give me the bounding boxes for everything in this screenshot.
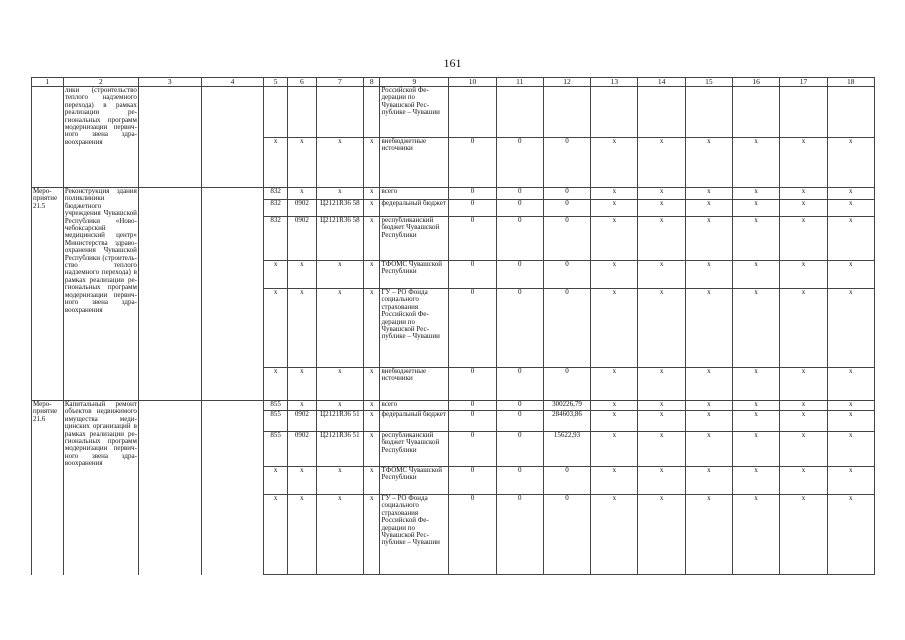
table-cell bbox=[138, 188, 201, 401]
page-number: 161 bbox=[443, 56, 462, 70]
table-cell: х bbox=[827, 368, 874, 401]
table-cell: х bbox=[827, 289, 874, 368]
table-cell: х bbox=[591, 467, 638, 495]
table-cell: 0 bbox=[496, 261, 543, 289]
table-cell: х bbox=[591, 432, 638, 467]
table-cell: х bbox=[591, 188, 638, 200]
table-cell: х bbox=[780, 411, 827, 432]
table-cell: 0 bbox=[496, 411, 543, 432]
table-cell bbox=[364, 87, 380, 138]
table-cell: 0 bbox=[496, 289, 543, 368]
column-header: 15 bbox=[685, 78, 732, 87]
table-cell: х bbox=[827, 217, 874, 261]
table-cell: 0 bbox=[496, 138, 543, 188]
table-cell: х bbox=[364, 289, 380, 368]
table-cell: 855 bbox=[264, 432, 288, 467]
table-cell: 284603,86 bbox=[543, 411, 590, 432]
column-header: 8 bbox=[364, 78, 380, 87]
table-cell: Российской Федерации по Чувашской Республике – Чувашии bbox=[380, 87, 449, 138]
table-cell: х bbox=[364, 411, 380, 432]
table-cell bbox=[638, 87, 685, 138]
table-cell: х bbox=[685, 432, 732, 467]
table-cell: х bbox=[287, 495, 316, 575]
table-cell bbox=[138, 87, 201, 188]
table-cell: х bbox=[685, 188, 732, 200]
table-cell: х bbox=[685, 467, 732, 495]
table-cell: х bbox=[364, 138, 380, 188]
table-cell bbox=[496, 87, 543, 138]
table-cell: 0 bbox=[496, 401, 543, 411]
table-cell: х bbox=[316, 261, 363, 289]
table-cell: х bbox=[733, 261, 780, 289]
table-cell: х bbox=[287, 368, 316, 401]
table-cell: ГУ – РО Фонда социального страхования Российской Федерации по Чувашской Республике – Чувашии bbox=[380, 289, 449, 368]
table-cell: ТФОМС Чувашской Республики bbox=[380, 261, 449, 289]
table-cell: х bbox=[287, 188, 316, 200]
table-cell: 0 bbox=[449, 495, 496, 575]
table-cell: х bbox=[364, 467, 380, 495]
table-cell: всего bbox=[380, 188, 449, 200]
table-cell: х bbox=[264, 495, 288, 575]
table-cell: х bbox=[780, 432, 827, 467]
table-cell: х bbox=[364, 401, 380, 411]
table-cell: республиканский бюджет Чувашской Республики bbox=[380, 432, 449, 467]
table-cell: лики (строительство теплого надземного перехода) в рамках реализации региональных программ модернизации первичного звена здравоохранения bbox=[63, 87, 138, 188]
table-cell: х bbox=[264, 467, 288, 495]
table-cell: х bbox=[591, 261, 638, 289]
table-cell: х bbox=[591, 368, 638, 401]
table-cell: х bbox=[638, 289, 685, 368]
table-cell: 0 bbox=[449, 289, 496, 368]
table-cell: 0 bbox=[496, 188, 543, 200]
table-cell: х bbox=[591, 411, 638, 432]
table-cell: 0 bbox=[449, 261, 496, 289]
table-cell bbox=[827, 87, 874, 138]
table-cell: внебюджетные источники bbox=[380, 368, 449, 401]
table-cell: х bbox=[733, 368, 780, 401]
header-row bbox=[32, 78, 875, 87]
table-cell: х bbox=[638, 261, 685, 289]
table-cell: х bbox=[364, 188, 380, 200]
table-cell: х bbox=[685, 217, 732, 261]
table-cell bbox=[780, 87, 827, 138]
table-cell: 0902 bbox=[287, 411, 316, 432]
table-cell: х bbox=[827, 138, 874, 188]
table-cell: х bbox=[780, 261, 827, 289]
table-cell: х bbox=[591, 200, 638, 217]
table-cell: х bbox=[364, 432, 380, 467]
table-cell: 0 bbox=[543, 289, 590, 368]
table-cell: х bbox=[591, 289, 638, 368]
table-cell: 0 bbox=[449, 138, 496, 188]
table-cell bbox=[201, 188, 264, 401]
table-cell: х bbox=[780, 495, 827, 575]
table-cell: 0 bbox=[496, 200, 543, 217]
table-cell: х bbox=[780, 467, 827, 495]
column-header: 11 bbox=[496, 78, 543, 87]
table-cell: х bbox=[827, 188, 874, 200]
table-cell: х bbox=[780, 217, 827, 261]
table-cell: х bbox=[638, 467, 685, 495]
column-header: 1 bbox=[32, 78, 64, 87]
table-cell: х bbox=[827, 467, 874, 495]
table-cell: 0902 bbox=[287, 217, 316, 261]
column-header: 12 bbox=[543, 78, 590, 87]
table-cell: 0 bbox=[449, 200, 496, 217]
table-cell: 0 bbox=[496, 495, 543, 575]
table-cell: всего bbox=[380, 401, 449, 411]
table-cell: х bbox=[827, 200, 874, 217]
table-cell: 0 bbox=[449, 188, 496, 200]
table-cell: 0 bbox=[543, 217, 590, 261]
table-cell: Капитальный ремонт объектов недвижимого имущества медицинских организаций в рамках реализации региональных программ модернизации первичного звена здравоохранения bbox=[63, 401, 138, 575]
table-cell: х bbox=[264, 261, 288, 289]
table-cell: 832 bbox=[264, 188, 288, 200]
table-cell: федеральный бюджет bbox=[380, 200, 449, 217]
table-cell: х bbox=[780, 401, 827, 411]
column-header: 13 bbox=[591, 78, 638, 87]
table-cell: х bbox=[287, 138, 316, 188]
table-cell: х bbox=[638, 411, 685, 432]
table-cell: х bbox=[638, 138, 685, 188]
table-cell: х bbox=[264, 138, 288, 188]
table-cell: внебюджетные источники bbox=[380, 138, 449, 188]
table-cell: х bbox=[591, 401, 638, 411]
table-cell: Реконструкция здания поликлиники бюджетного учреждения Чувашской Республики «Новочебоксарский медицинский центр» Министерства здравоохранения Чувашской Республики (строительство теплого надземного перехода) в рамках реализации региональных программ модернизации первичного звена здравоохранения bbox=[63, 188, 138, 401]
table-row bbox=[32, 188, 875, 200]
table-cell: 0 bbox=[496, 217, 543, 261]
table-cell: 0 bbox=[496, 368, 543, 401]
table-cell: 0 bbox=[496, 432, 543, 467]
table-cell: 0 bbox=[449, 432, 496, 467]
table-cell bbox=[138, 401, 201, 575]
table-cell bbox=[316, 87, 363, 138]
table-row bbox=[32, 87, 875, 138]
column-header: 4 bbox=[201, 78, 264, 87]
table-cell: х bbox=[733, 200, 780, 217]
table-cell: Ц2121R36 51 bbox=[316, 411, 363, 432]
table-cell: Ц2121R36 58 bbox=[316, 217, 363, 261]
table-cell: х bbox=[685, 289, 732, 368]
table-cell: 0902 bbox=[287, 432, 316, 467]
column-header: 18 bbox=[827, 78, 874, 87]
table-cell: ТФОМС Чувашской Республики bbox=[380, 467, 449, 495]
column-header: 2 bbox=[63, 78, 138, 87]
table-cell: х bbox=[287, 401, 316, 411]
table-cell: х bbox=[685, 401, 732, 411]
table-cell: х bbox=[316, 138, 363, 188]
table-cell: х bbox=[638, 200, 685, 217]
table-cell: х bbox=[780, 188, 827, 200]
table-cell: 855 bbox=[264, 401, 288, 411]
table-cell: 0902 bbox=[287, 200, 316, 217]
table-cell: х bbox=[287, 467, 316, 495]
table-cell: х bbox=[591, 138, 638, 188]
table-cell: 0 bbox=[543, 200, 590, 217]
table-cell: 0 bbox=[449, 411, 496, 432]
table-row bbox=[32, 401, 875, 411]
table-cell: х bbox=[638, 495, 685, 575]
table-cell: 855 bbox=[264, 411, 288, 432]
table-cell: ГУ – РО Фонда социального страхования Российской Федерации по Чувашской Республике – Чувашии bbox=[380, 495, 449, 575]
table-cell: республиканский бюджет Чувашской Республики bbox=[380, 217, 449, 261]
table-cell: х bbox=[364, 200, 380, 217]
table-cell: х bbox=[685, 368, 732, 401]
table-cell: 0 bbox=[543, 138, 590, 188]
table-cell: 0 bbox=[543, 467, 590, 495]
table-cell: х bbox=[316, 188, 363, 200]
table-cell: 832 bbox=[264, 217, 288, 261]
budget-table bbox=[31, 77, 875, 575]
table-cell: 0 bbox=[449, 467, 496, 495]
table-cell: х bbox=[638, 188, 685, 200]
column-header: 14 bbox=[638, 78, 685, 87]
table-cell: х bbox=[316, 368, 363, 401]
table-cell: х bbox=[287, 289, 316, 368]
table-cell: х bbox=[733, 289, 780, 368]
table-cell bbox=[449, 87, 496, 138]
table-cell: х bbox=[364, 217, 380, 261]
table-cell: х bbox=[827, 495, 874, 575]
table-cell: х bbox=[733, 411, 780, 432]
table-cell: х bbox=[780, 289, 827, 368]
table-cell: х bbox=[733, 217, 780, 261]
table-cell: Ц2121R36 58 bbox=[316, 200, 363, 217]
table-cell: х bbox=[316, 401, 363, 411]
table-cell: 0 bbox=[543, 368, 590, 401]
table-cell: х bbox=[685, 495, 732, 575]
table-cell: 832 bbox=[264, 200, 288, 217]
table-cell: х bbox=[591, 217, 638, 261]
table-cell: х bbox=[264, 289, 288, 368]
table-cell bbox=[287, 87, 316, 138]
column-header: 9 bbox=[380, 78, 449, 87]
table-cell: 0 bbox=[543, 495, 590, 575]
table-cell: х bbox=[685, 200, 732, 217]
table-cell: х bbox=[638, 432, 685, 467]
table-cell: Мероприятие 21.6 bbox=[32, 401, 64, 575]
table-cell bbox=[201, 87, 264, 188]
table-cell: х bbox=[827, 261, 874, 289]
table-cell: х bbox=[733, 495, 780, 575]
column-header: 10 bbox=[449, 78, 496, 87]
table-cell: х bbox=[364, 368, 380, 401]
table-cell: х bbox=[638, 217, 685, 261]
table-cell: х bbox=[316, 495, 363, 575]
table-cell bbox=[201, 401, 264, 575]
table-cell: х bbox=[685, 261, 732, 289]
table-cell: 15622,93 bbox=[543, 432, 590, 467]
table-cell: х bbox=[733, 401, 780, 411]
table-cell: х bbox=[827, 432, 874, 467]
table-cell: Мероприятие 21.5 bbox=[32, 188, 64, 401]
table-cell: х bbox=[638, 368, 685, 401]
table-cell: федеральный бюджет bbox=[380, 411, 449, 432]
table-cell: Ц2121R36 51 bbox=[316, 432, 363, 467]
table-cell bbox=[733, 87, 780, 138]
table-cell: х bbox=[591, 495, 638, 575]
table-cell: х bbox=[733, 432, 780, 467]
column-header: 17 bbox=[780, 78, 827, 87]
table-cell bbox=[32, 87, 64, 188]
table-cell: 0 bbox=[449, 368, 496, 401]
column-header: 6 bbox=[287, 78, 316, 87]
table-cell bbox=[264, 87, 288, 138]
table-cell: х bbox=[780, 200, 827, 217]
table-cell: х bbox=[287, 261, 316, 289]
column-header: 5 bbox=[264, 78, 288, 87]
table-cell: 300226,79 bbox=[543, 401, 590, 411]
table-cell: х bbox=[316, 467, 363, 495]
table-cell: х bbox=[827, 401, 874, 411]
table-cell bbox=[591, 87, 638, 138]
column-header: 7 bbox=[316, 78, 363, 87]
table-cell: х bbox=[364, 261, 380, 289]
table-cell: х bbox=[827, 411, 874, 432]
table-cell: х bbox=[780, 138, 827, 188]
table-cell bbox=[543, 87, 590, 138]
table-cell: х bbox=[733, 188, 780, 200]
table-cell: х bbox=[316, 289, 363, 368]
table-cell bbox=[685, 87, 732, 138]
table-cell: х bbox=[364, 495, 380, 575]
table-cell: х bbox=[685, 411, 732, 432]
table-cell: х bbox=[264, 368, 288, 401]
table-cell: х bbox=[780, 368, 827, 401]
table-cell: х bbox=[685, 138, 732, 188]
table-cell: 0 bbox=[449, 217, 496, 261]
column-header: 3 bbox=[138, 78, 201, 87]
table-cell: х bbox=[733, 138, 780, 188]
table-cell: х bbox=[733, 467, 780, 495]
table-cell: 0 bbox=[449, 401, 496, 411]
table-cell: 0 bbox=[543, 261, 590, 289]
table-cell: 0 bbox=[543, 188, 590, 200]
table-cell: 0 bbox=[496, 467, 543, 495]
column-header: 16 bbox=[733, 78, 780, 87]
table-cell: х bbox=[638, 401, 685, 411]
